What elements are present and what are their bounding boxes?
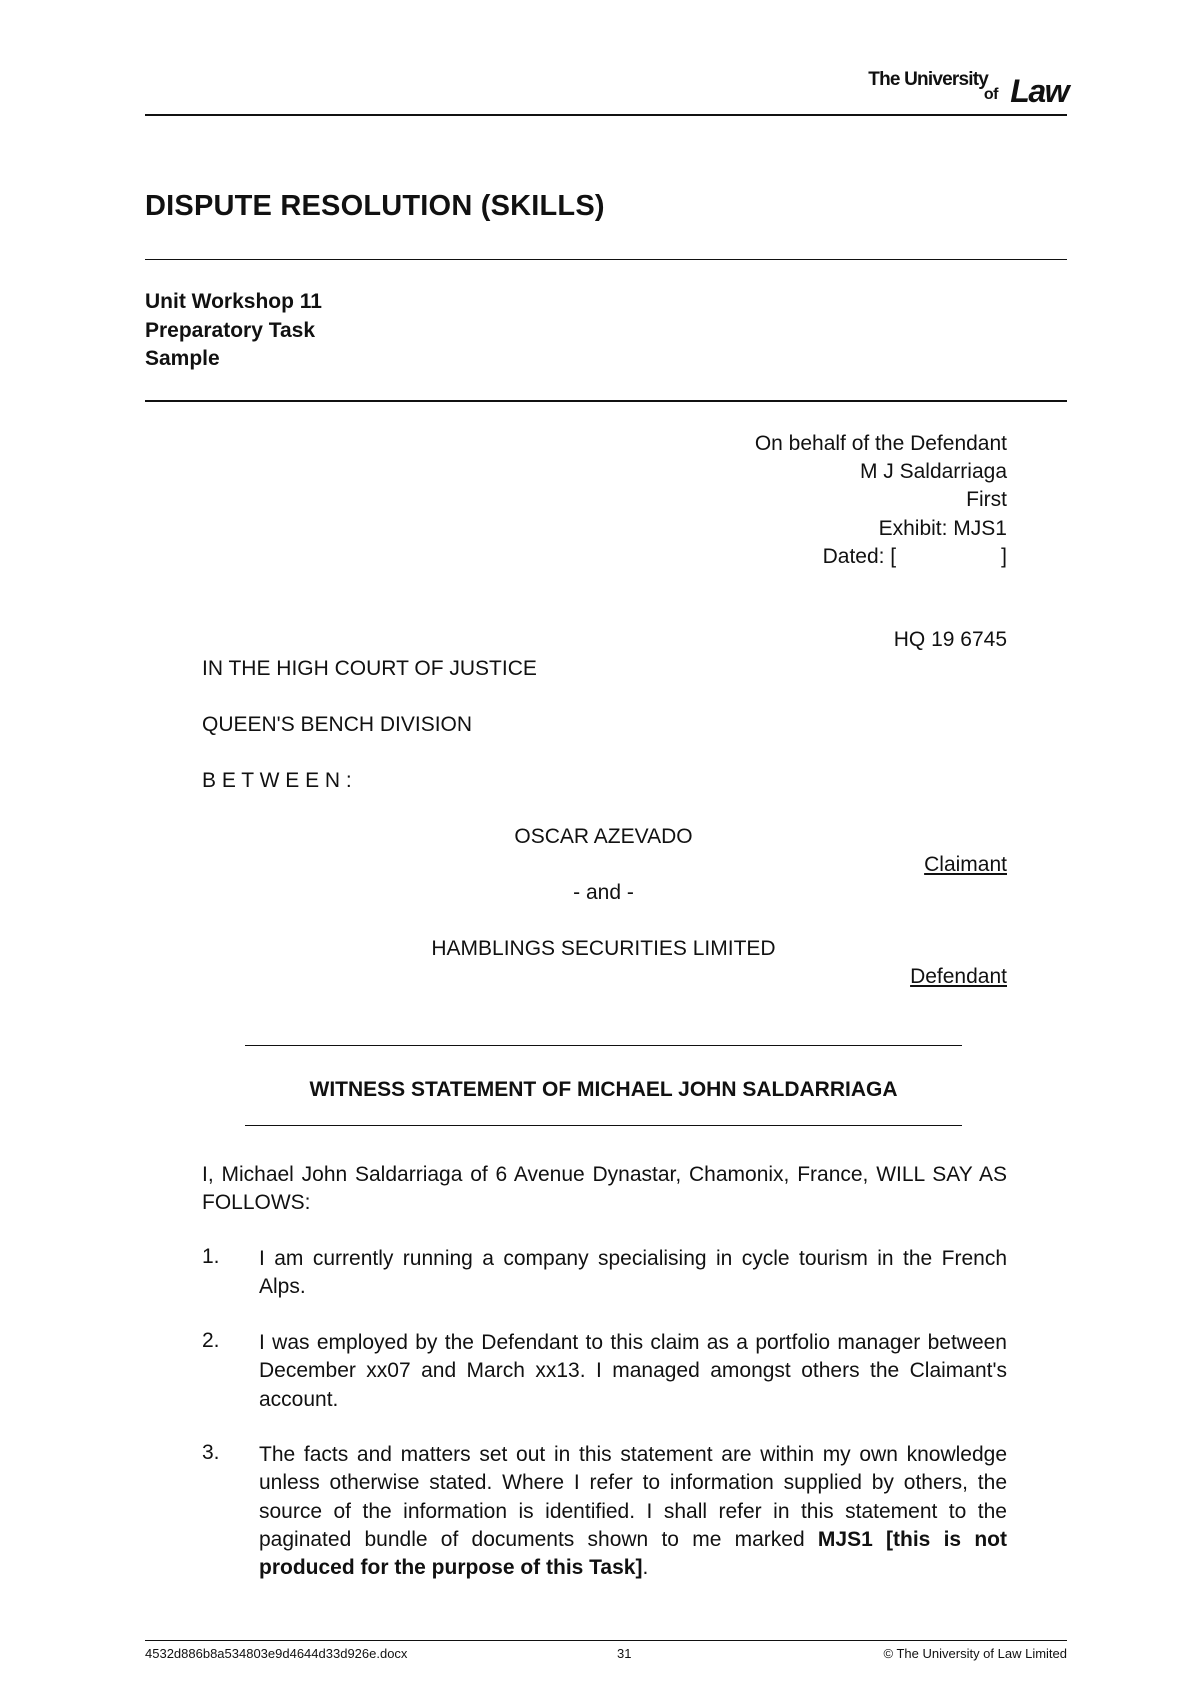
witness-name: M J Saldarriaga [859, 460, 1007, 484]
exhibit-reference: MJS1 [this is not produced for the purpose of this Task] [259, 1527, 1007, 1580]
witness-statement-title: WITNESS STATEMENT OF MICHAEL JOHN SALDARRIAGA [309, 1078, 898, 1101]
dated-label: Dated: [ ] [822, 544, 1007, 568]
defendant-role: Defendant [910, 965, 1007, 988]
logo-text-law: Law [1010, 73, 1068, 109]
paragraph-number: 3. [202, 1441, 220, 1464]
footer-copyright: © The University of Law Limited [883, 1646, 1067, 1661]
page-number: 31 [617, 1646, 632, 1661]
statement-rule-top [245, 1045, 962, 1046]
claimant-name: OSCAR AZEVADO [514, 825, 693, 848]
intro-paragraph: I, Michael John Saldarriaga of 6 Avenue Dynastar, Chamonix, France, WILL SAY AS FOLLOWS: [202, 1163, 1007, 1215]
university-logo [848, 66, 1068, 112]
paragraph-number: 2. [202, 1329, 220, 1352]
footer-filename: 4532d886b8a534803e9d4644d33d926e.docx [145, 1646, 408, 1661]
paragraph-3 [259, 1441, 1007, 1582]
paragraph-text: I am currently running a company specialising in cycle tourism in the French Alps. [259, 1247, 1007, 1299]
paragraph-text: The facts and matters set out in this statement are within my own knowledge unless otherwise stated. Where I refer to information supplied by others, the source of the information is identified. I shall refer in this statement to the paginated bundle of documents shown to me marked [259, 1443, 1007, 1551]
court-name: IN THE HIGH COURT OF JUSTICE [202, 657, 537, 680]
exhibit-label: Exhibit: MJS1 [878, 516, 1007, 540]
logo-text-top: The University [868, 69, 988, 90]
preparatory-task: Preparatory Task [145, 318, 316, 342]
paragraph-text: I was employed by the Defendant to this claim as a portfolio manager between December xx07 and March xx13. I managed amongst others the Claimant's account. [259, 1331, 1007, 1411]
statement-number: First [966, 488, 1007, 512]
on-behalf-of: On behalf of the Defendant [754, 432, 1007, 455]
statement-rule-bottom [245, 1125, 962, 1126]
claim-number: HQ 19 6745 [893, 628, 1007, 651]
unit-workshop: Unit Workshop 11 [145, 290, 322, 313]
unit-rule [145, 400, 1067, 402]
statement-heading-corner [755, 430, 1007, 571]
paragraph-number: 1. [202, 1245, 220, 1268]
title-rule [145, 259, 1067, 260]
claimant-role: Claimant [924, 853, 1007, 876]
sample-label: Sample [145, 347, 220, 370]
defendant-name: HAMBLINGS SECURITIES LIMITED [431, 937, 776, 960]
paragraph-end: . [642, 1556, 649, 1580]
between-label: B E T W E E N : [202, 769, 352, 792]
document-title: DISPUTE RESOLUTION (SKILLS) [145, 190, 605, 222]
logo-text-of: of [983, 86, 998, 103]
footer-rule [145, 1640, 1067, 1641]
unit-block [145, 288, 322, 374]
and-separator: - and - [573, 881, 634, 904]
court-division: QUEEN'S BENCH DIVISION [202, 713, 473, 736]
header-rule [145, 114, 1067, 116]
